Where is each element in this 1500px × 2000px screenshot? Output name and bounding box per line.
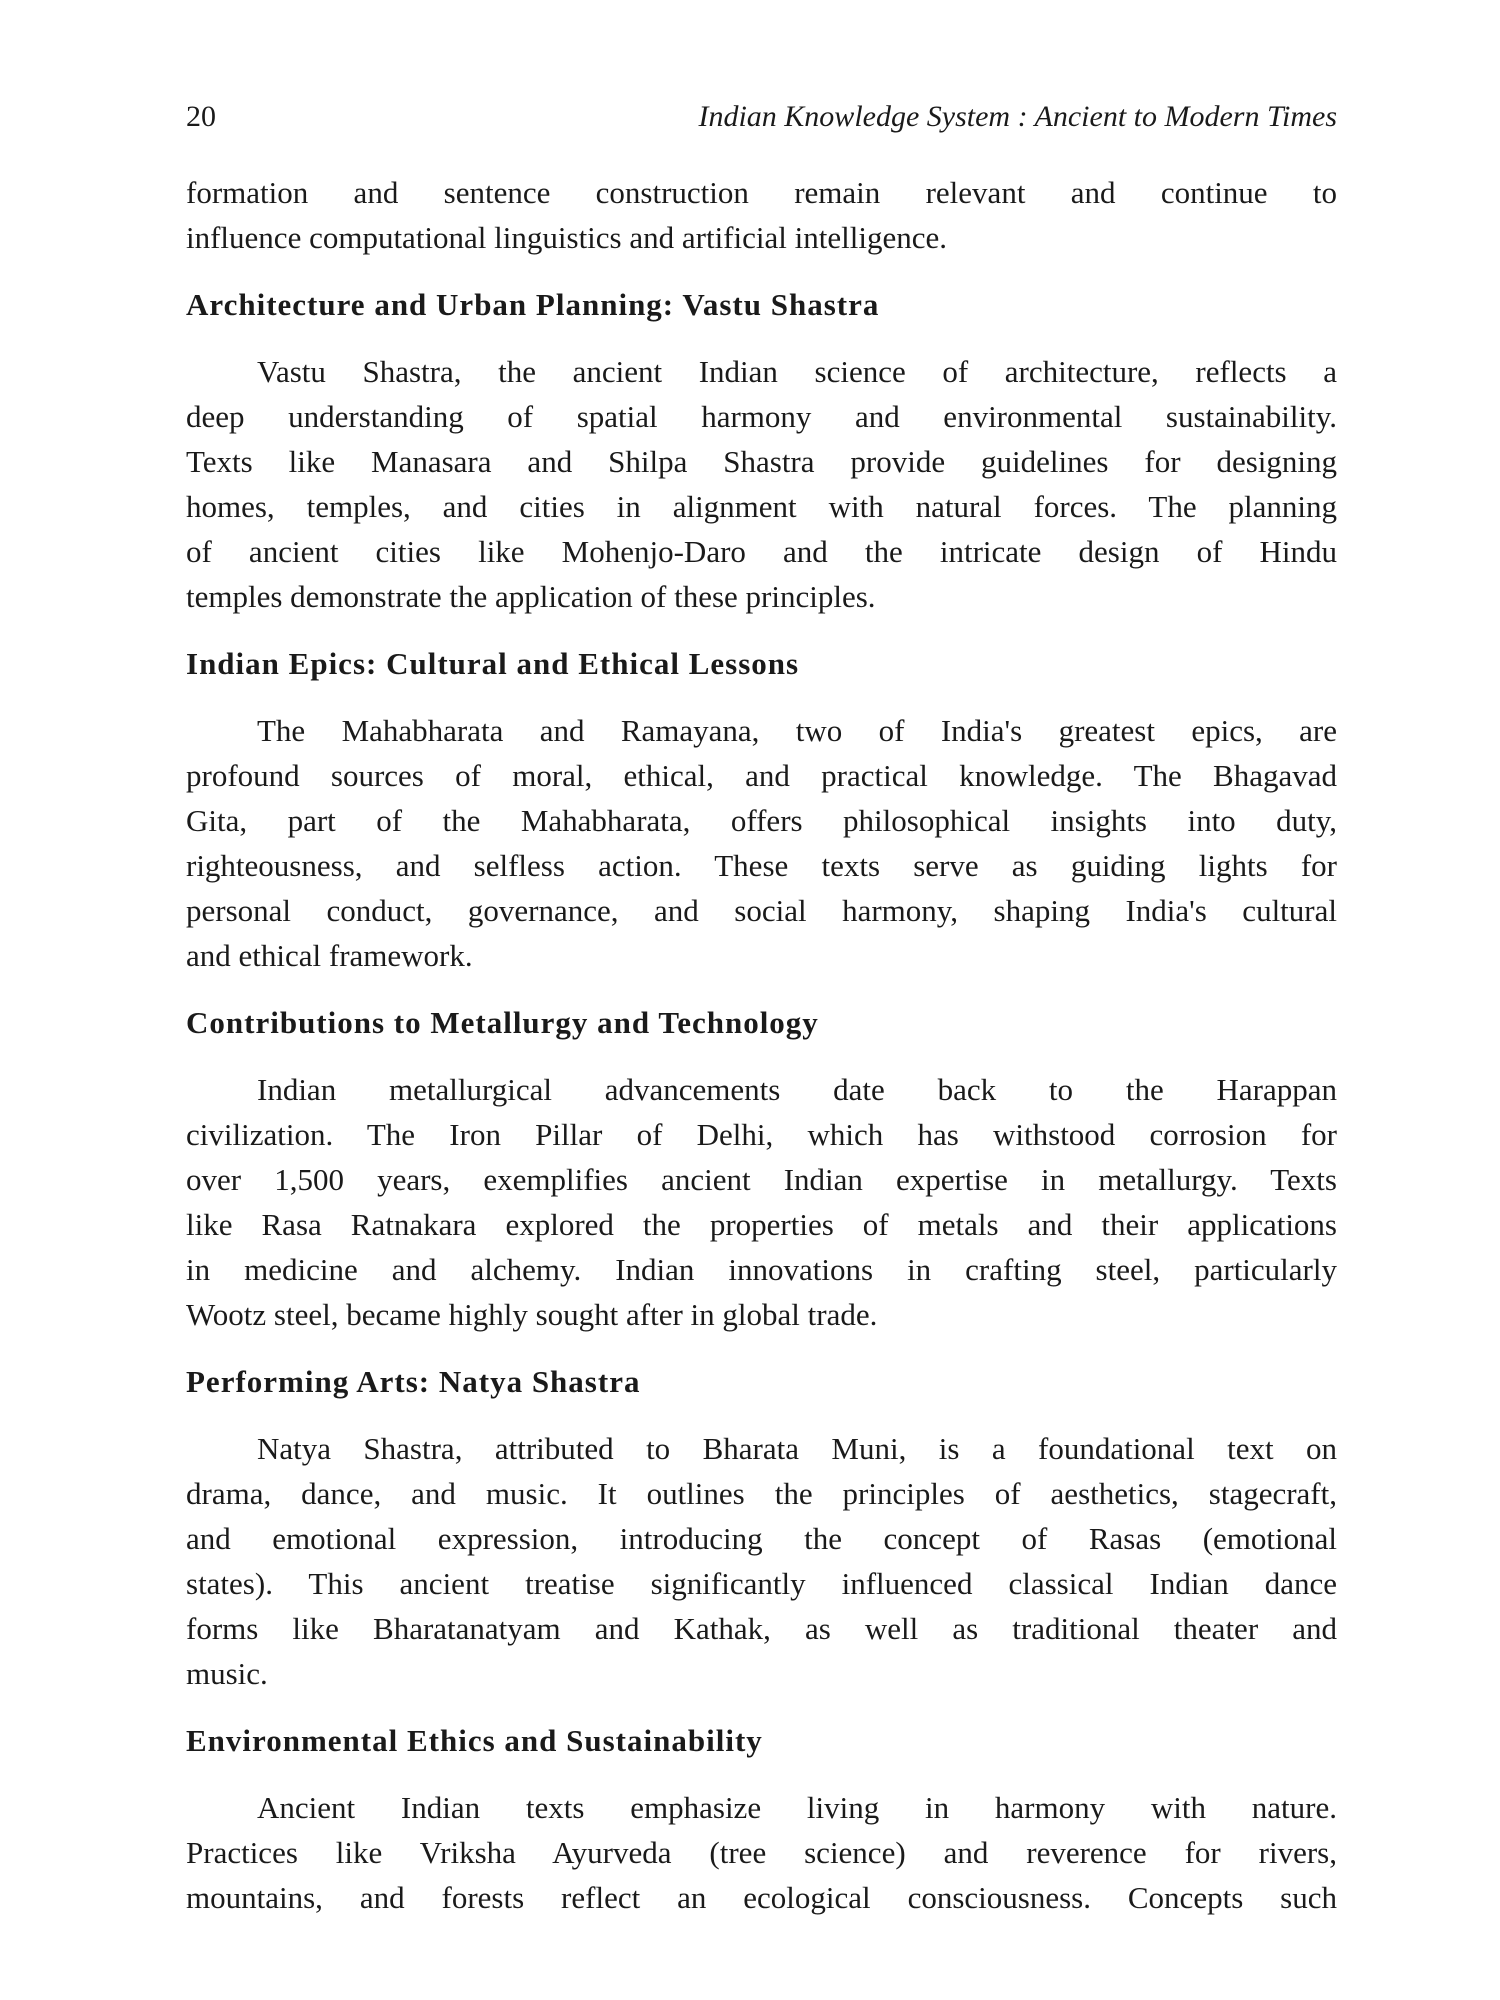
text-line: formation and sentence construction remain relevant and continue to: [186, 175, 1337, 210]
section-heading: Environmental Ethics and Sustainability: [186, 1723, 763, 1758]
book-title: Indian Knowledge System : Ancient to Modern Times: [698, 100, 1337, 133]
text-line: Natya Shastra, attributed to Bharata Muni, is a foundational text on: [257, 1431, 1337, 1466]
text-line: civilization. The Iron Pillar of Delhi, which has withstood corrosion for: [186, 1117, 1337, 1152]
text-line: temples demonstrate the application of these principles.: [186, 579, 876, 614]
text-line: homes, temples, and cities in alignment with natural forces. The planning: [186, 489, 1337, 524]
section-heading: Architecture and Urban Planning: Vastu Shastra: [186, 287, 880, 322]
text-line: Wootz steel, became highly sought after in global trade.: [186, 1297, 878, 1332]
text-line: personal conduct, governance, and social harmony, shaping India's cultural: [186, 893, 1337, 928]
section-heading: Indian Epics: Cultural and Ethical Lessons: [186, 646, 800, 681]
text-line: Vastu Shastra, the ancient Indian science of architecture, reflects a: [257, 354, 1337, 389]
intro-paragraph: [186, 170, 1337, 260]
text-line: influence computational linguistics and artificial intelligence.: [186, 220, 947, 255]
text-line: of ancient cities like Mohenjo-Daro and the intricate design of Hindu: [186, 534, 1337, 569]
text-line: The Mahabharata and Ramayana, two of India's greatest epics, are: [257, 713, 1337, 748]
text-line: profound sources of moral, ethical, and practical knowledge. The Bhagavad: [186, 758, 1337, 793]
text-line: Ancient Indian texts emphasize living in harmony with nature.: [257, 1790, 1337, 1825]
text-line: Practices like Vriksha Ayurveda (tree science) and reverence for rivers,: [186, 1835, 1337, 1870]
section-paragraph: [186, 349, 1337, 619]
text-line: and ethical framework.: [186, 938, 473, 973]
text-line: deep understanding of spatial harmony and environmental sustainability.: [186, 399, 1337, 434]
section-paragraph: [186, 1067, 1337, 1337]
text-line: forms like Bharatanatyam and Kathak, as well as traditional theater and: [186, 1611, 1337, 1646]
text-line: drama, dance, and music. It outlines the principles of aesthetics, stagecraft,: [186, 1476, 1337, 1511]
text-line: in medicine and alchemy. Indian innovations in crafting steel, particularly: [186, 1252, 1337, 1287]
running-header: [186, 94, 1337, 139]
section-paragraph: [186, 1426, 1337, 1696]
text-line: Gita, part of the Mahabharata, offers philosophical insights into duty,: [186, 803, 1337, 838]
text-line: music.: [186, 1656, 268, 1691]
text-line: Indian metallurgical advancements date back to the Harappan: [257, 1072, 1337, 1107]
page-body: [186, 170, 1337, 1920]
section-paragraph: [186, 708, 1337, 978]
section-paragraph: [186, 1785, 1337, 1920]
text-line: over 1,500 years, exemplifies ancient Indian expertise in metallurgy. Texts: [186, 1162, 1337, 1197]
text-line: righteousness, and selfless action. These texts serve as guiding lights for: [186, 848, 1337, 883]
page-number: 20: [186, 100, 216, 133]
text-line: states). This ancient treatise significantly influenced classical Indian dance: [186, 1566, 1337, 1601]
text-line: and emotional expression, introducing the concept of Rasas (emotional: [186, 1521, 1337, 1556]
section-heading: Contributions to Metallurgy and Technology: [186, 1005, 819, 1040]
text-line: like Rasa Ratnakara explored the properties of metals and their applications: [186, 1207, 1337, 1242]
section-heading: Performing Arts: Natya Shastra: [186, 1364, 641, 1399]
text-line: Texts like Manasara and Shilpa Shastra provide guidelines for designing: [186, 444, 1337, 479]
text-line: mountains, and forests reflect an ecological consciousness. Concepts such: [186, 1880, 1337, 1915]
